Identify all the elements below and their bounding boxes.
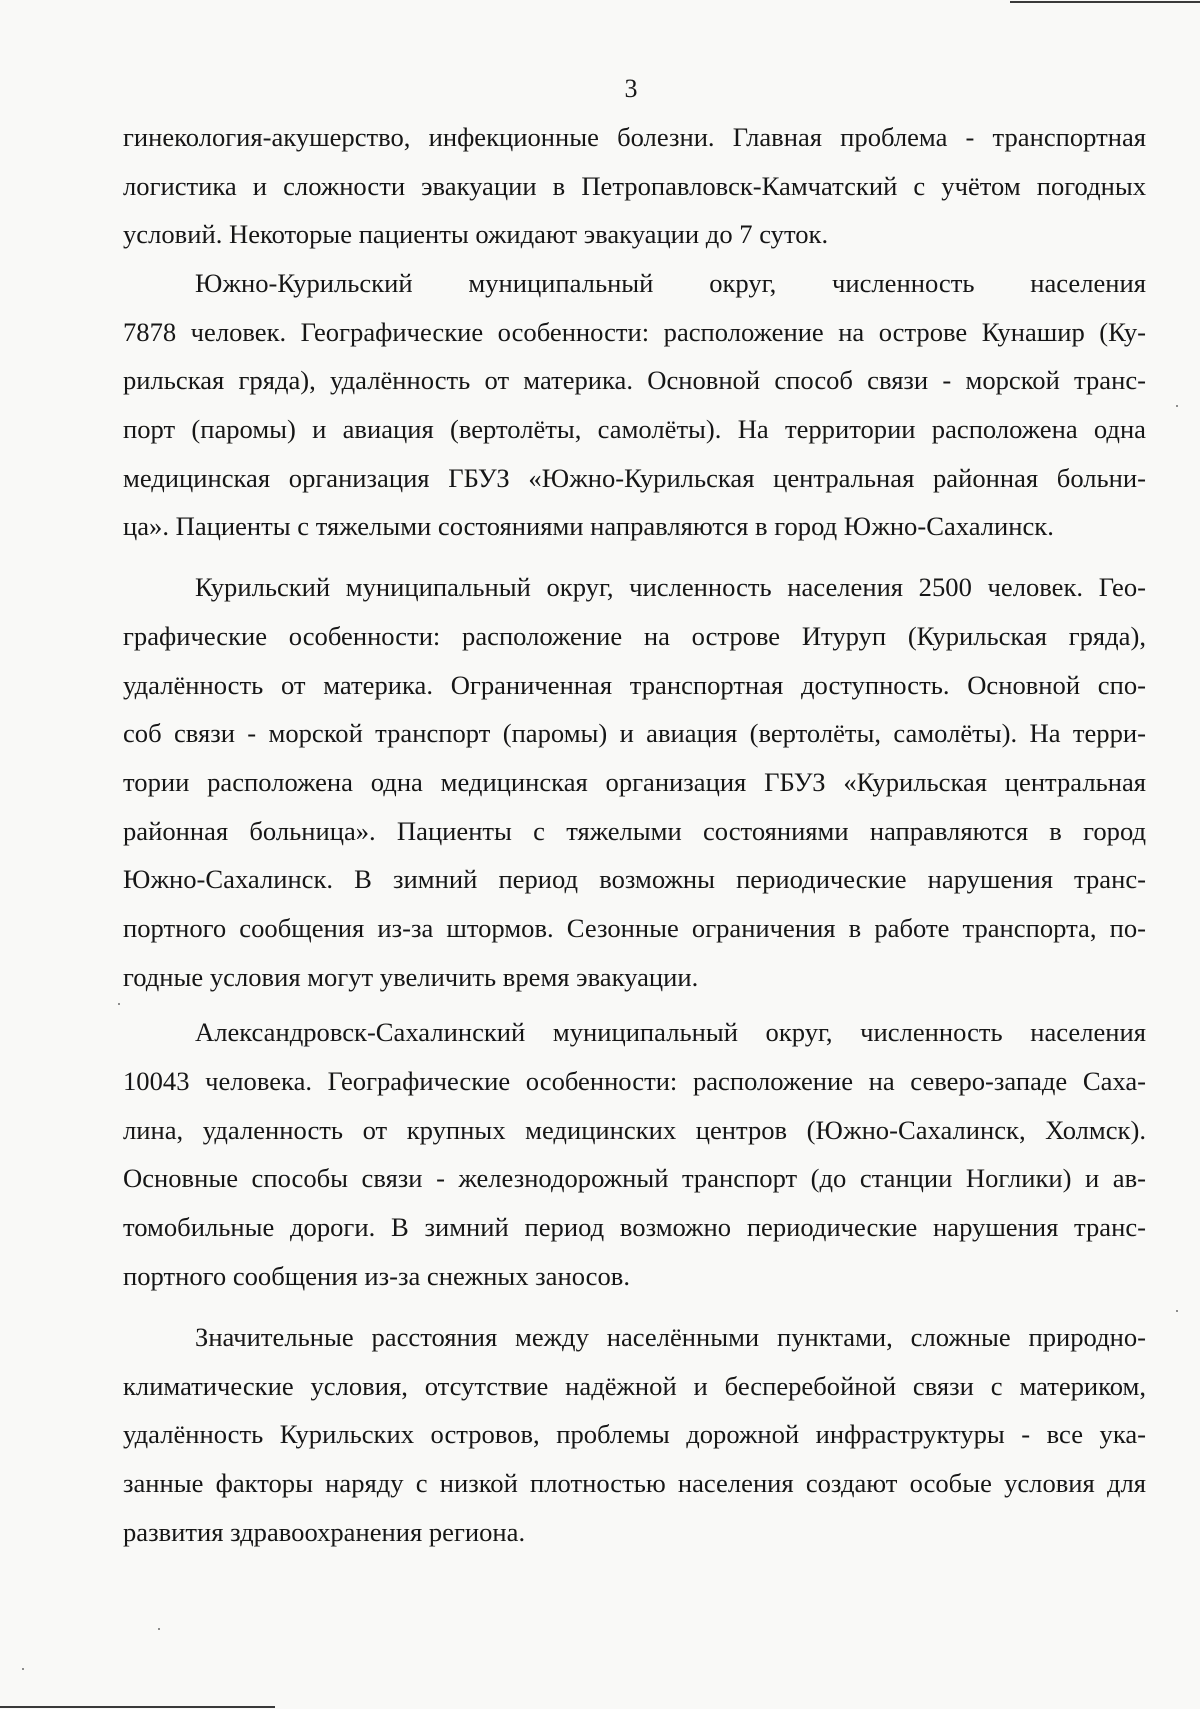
- text-line: рильская гряда), удалённость от материка. Основной способ связи - морской транс-: [123, 365, 1146, 395]
- text-line: условий. Некоторые пациенты ожидают эвакуации до 7 суток.: [123, 219, 829, 249]
- text-line: лина, удаленность от крупных медицинских центров (Южно-Сахалинск, Холмск).: [123, 1115, 1146, 1145]
- scan-speck: [118, 1003, 120, 1005]
- page-number: 3: [624, 74, 638, 103]
- text-line: районная больница». Пациенты с тяжелыми состояниями направляются в город: [123, 816, 1146, 846]
- text-line: удалённость Курильских островов, проблемы дорожной инфраструктуры - все ука-: [123, 1419, 1146, 1449]
- scan-speck: [1176, 405, 1178, 407]
- text-line: порт (паромы) и авиация (вертолёты, самолёты). На территории расположена одна: [123, 414, 1146, 444]
- text-line: Южно-Сахалинск. В зимний период возможны периодические нарушения транс-: [123, 864, 1146, 894]
- text-line: Курильский муниципальный округ, численность населения 2500 человек. Гео-: [195, 572, 1146, 602]
- text-line: Южно-Курильский муниципальный округ, численность населения: [195, 268, 1146, 298]
- text-line: гинекология-акушерство, инфекционные болезни. Главная проблема - транспортная: [123, 122, 1146, 152]
- text-line: годные условия могут увеличить время эвакуации.: [123, 962, 699, 992]
- text-line: 10043 человека. Географические особенности: расположение на северо-западе Саха-: [123, 1066, 1146, 1096]
- text-line: Значительные расстояния между населёнными пунктами, сложные природно-: [195, 1322, 1146, 1352]
- text-line: Александровск-Сахалинский муниципальный округ, численность населения: [195, 1017, 1146, 1047]
- text-line: занные факторы наряду с низкой плотностью населения создают особые условия для: [123, 1468, 1146, 1498]
- text-line: соб связи - морской транспорт (паромы) и авиация (вертолёты, самолёты). На терри-: [123, 718, 1146, 748]
- text-line: логистика и сложности эвакуации в Петропавловск-Камчатский с учётом погодных: [123, 171, 1146, 201]
- text-line: удалённость от материка. Ограниченная транспортная доступность. Основной спо-: [123, 670, 1146, 700]
- text-line: портного сообщения из-за снежных заносов.: [123, 1261, 630, 1291]
- text-line: тории расположена одна медицинская организация ГБУЗ «Курильская центральная: [123, 767, 1146, 797]
- text-line: 7878 человек. Географические особенности: расположение на острове Кунашир (Ку-: [123, 317, 1146, 347]
- text-line: климатические условия, отсутствие надёжной и бесперебойной связи с материком,: [123, 1371, 1146, 1401]
- text-line: графические особенности: расположение на острове Итуруп (Курильская гряда),: [123, 621, 1146, 651]
- scan-speck: [22, 1668, 24, 1670]
- text-line: портного сообщения из-за штормов. Сезонные ограничения в работе транспорта, по-: [123, 913, 1146, 943]
- text-line: развития здравоохранения региона.: [123, 1517, 526, 1547]
- text-line: томобильные дороги. В зимний период возможно периодические нарушения транс-: [123, 1212, 1146, 1242]
- bottom-scan-edge-line: [0, 1706, 275, 1708]
- text-line: медицинская организация ГБУЗ «Южно-Курильская центральная районная больни-: [123, 463, 1146, 493]
- scan-speck: [158, 1628, 160, 1630]
- text-line: ца». Пациенты с тяжелыми состояниями направляются в город Южно-Сахалинск.: [123, 511, 1054, 541]
- text-line: Основные способы связи - железнодорожный транспорт (до станции Ноглики) и ав-: [123, 1163, 1146, 1193]
- scan-speck: [1176, 1310, 1178, 1312]
